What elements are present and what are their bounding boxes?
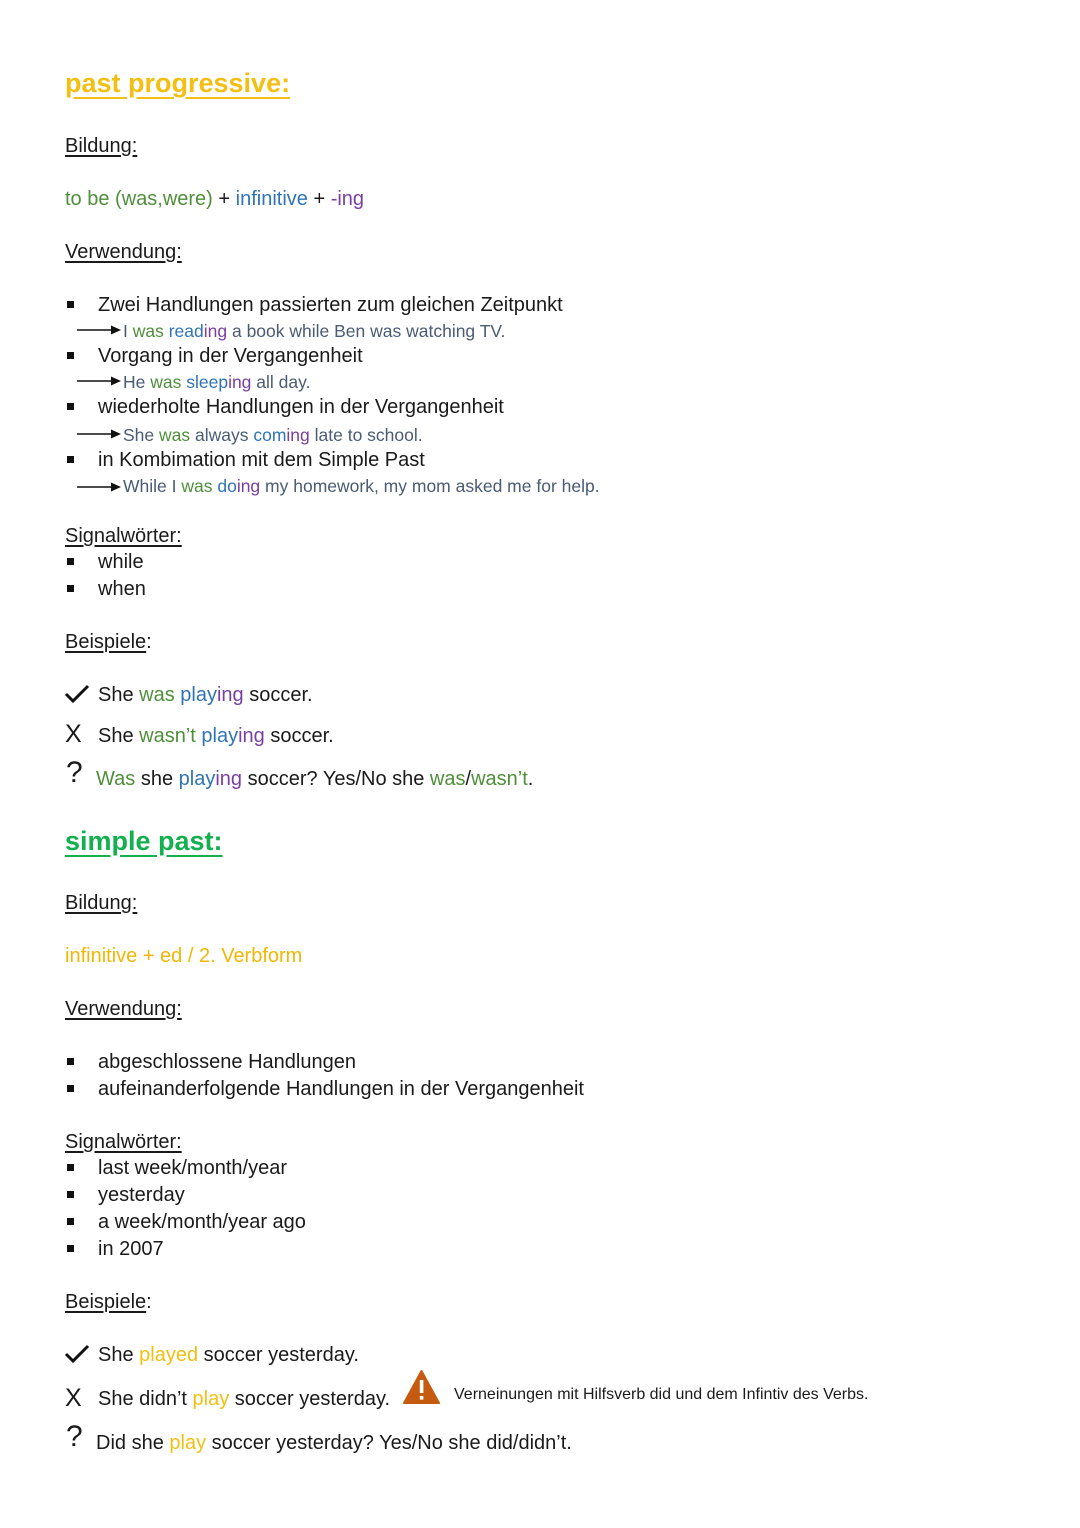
ex-rest: all day. — [251, 372, 311, 392]
formula-infinitive: infinitive — [235, 188, 308, 210]
pp-bildung-label: Bildung: — [65, 135, 138, 157]
pp-use-item: in Kombimation mit dem Simple Past — [98, 449, 425, 471]
sp-title: simple past: — [65, 826, 223, 856]
colon: : — [146, 1291, 152, 1313]
sp-formula: infinitive + ed / 2. Verbform — [65, 945, 303, 967]
bullet — [67, 301, 74, 308]
sp-bildung-label: Bildung: — [65, 892, 138, 914]
bullet — [67, 403, 74, 410]
ex-subject: She didn’t — [98, 1388, 193, 1410]
ex-subject: She — [123, 425, 159, 445]
ex-start: Did she — [96, 1432, 170, 1454]
pp-signal-word: when — [98, 578, 146, 600]
formula-plus: + — [307, 188, 331, 210]
ex-ing: ing — [238, 725, 265, 747]
bullet — [67, 456, 74, 463]
bullet — [67, 1245, 74, 1252]
beispiele-word: Beispiele — [65, 1291, 147, 1313]
warning-icon — [403, 1370, 440, 1404]
bullet — [67, 1164, 74, 1171]
bullet — [67, 1191, 74, 1198]
check-icon — [64, 1344, 90, 1364]
ex-subject: she — [135, 768, 179, 790]
ex-rest: soccer. — [243, 684, 313, 706]
ex-subject: She — [98, 1344, 140, 1366]
ex-aux: wasn’t — [471, 768, 528, 790]
ex-ing: ing — [216, 684, 244, 706]
warning-note: Verneinungen mit Hilfsverb did und dem Infintiv des Verbs. — [454, 1386, 869, 1403]
ex-rest: soccer? Yes/No she — [242, 768, 430, 790]
bullet — [67, 558, 74, 565]
sp-verwendung-label: Verwendung: — [65, 998, 182, 1020]
pp-signal-label: Signalwörter: — [65, 525, 182, 547]
pp-use-item: Zwei Handlungen passierten zum gleichen Zeitpunkt — [98, 294, 563, 316]
ex-subject: He — [123, 372, 151, 392]
sp-beispiele-label — [65, 1291, 152, 1314]
pp-example-question — [96, 768, 533, 791]
pp-title: past progressive: — [65, 68, 291, 98]
bullet — [67, 1058, 74, 1065]
ex-subject: While I — [123, 476, 182, 496]
arrow-right-icon — [77, 375, 121, 387]
pp-beispiele-label — [65, 631, 152, 654]
ex-ing: ing — [203, 321, 228, 341]
formula-to-be: to be (was,were) — [65, 188, 213, 210]
cross-icon: X — [65, 720, 82, 748]
sp-signal-word: a week/month/year ago — [98, 1211, 306, 1233]
formula-ing: -ing — [330, 188, 365, 210]
pp-example-positive — [98, 684, 313, 707]
sp-example-negative — [98, 1388, 390, 1411]
cross-icon: X — [65, 1384, 82, 1412]
ex-rest: soccer. — [264, 725, 334, 747]
pp-verwendung-label: Verwendung: — [65, 241, 182, 263]
ex-aux: was — [181, 476, 218, 496]
ex-rest: late to school. — [309, 425, 423, 445]
pp-use-example — [123, 372, 310, 393]
check-icon — [64, 684, 90, 704]
bullet — [67, 1085, 74, 1092]
question-icon: ? — [66, 1420, 83, 1453]
pp-example-negative — [98, 725, 334, 748]
pp-use-item: Vorgang in der Vergangenheit — [98, 345, 363, 367]
question-icon: ? — [66, 756, 83, 789]
pp-signal-word: while — [98, 551, 144, 573]
sp-example-question — [96, 1432, 572, 1455]
ex-rest: a book while Ben was watching TV. — [227, 321, 506, 341]
ex-ing: ing — [215, 768, 243, 790]
ex-verb: play — [180, 684, 217, 706]
sp-signal-word: in 2007 — [98, 1238, 164, 1260]
ex-adverb: always — [194, 425, 254, 445]
ex-aux: was — [139, 684, 181, 706]
ex-aux: Was — [96, 768, 136, 790]
ex-aux: was — [159, 425, 195, 445]
sp-example-positive — [98, 1344, 359, 1367]
ex-rest: my homework, my mom asked me for help. — [260, 476, 600, 496]
bullet — [67, 352, 74, 359]
sp-signal-word: yesterday — [98, 1184, 185, 1206]
sp-use-item: aufeinanderfolgende Handlungen in der Vergangenheit — [98, 1078, 584, 1100]
pp-use-example — [123, 321, 505, 342]
ex-rest: soccer yesterday? Yes/No she did/didn’t. — [206, 1432, 572, 1454]
arrow-right-icon — [77, 481, 121, 493]
ex-verb: com — [253, 425, 287, 445]
ex-verb: play — [201, 725, 239, 747]
ex-verb: play — [178, 768, 216, 790]
ex-aux: was — [429, 768, 466, 790]
ex-subject: I — [123, 321, 133, 341]
sp-use-item: abgeschlossene Handlungen — [98, 1051, 356, 1073]
ex-period: . — [527, 768, 534, 790]
ex-verb: played — [139, 1344, 199, 1366]
ex-verb: sleep — [186, 372, 229, 392]
sp-signal-word: last week/month/year — [98, 1157, 287, 1179]
ex-ing: ing — [286, 425, 310, 445]
arrow-right-icon — [77, 324, 121, 336]
formula-plus: + — [212, 188, 236, 210]
ex-slash: / — [465, 768, 472, 790]
ex-verb: read — [168, 321, 204, 341]
beispiele-word: Beispiele — [65, 631, 147, 653]
ex-rest: soccer yesterday. — [229, 1388, 391, 1410]
ex-aux: was — [132, 321, 169, 341]
pp-use-example — [123, 476, 600, 497]
bullet — [67, 1218, 74, 1225]
arrow-right-icon — [77, 428, 121, 440]
ex-subject: She — [98, 684, 140, 706]
ex-ing: ing — [236, 476, 261, 496]
colon: : — [146, 631, 152, 653]
pp-formula — [65, 188, 364, 211]
ex-verb: do — [217, 476, 237, 496]
sp-signal-label: Signalwörter: — [65, 1131, 182, 1153]
ex-verb: play — [192, 1388, 230, 1410]
bullet — [67, 585, 74, 592]
ex-aux: was — [150, 372, 187, 392]
ex-aux: wasn’t — [139, 725, 202, 747]
ex-subject: She — [98, 725, 140, 747]
ex-rest: soccer yesterday. — [198, 1344, 359, 1366]
pp-use-item: wiederholte Handlungen in der Vergangenheit — [98, 396, 504, 418]
ex-ing: ing — [228, 372, 252, 392]
ex-verb: play — [169, 1432, 207, 1454]
pp-use-example — [123, 425, 423, 446]
